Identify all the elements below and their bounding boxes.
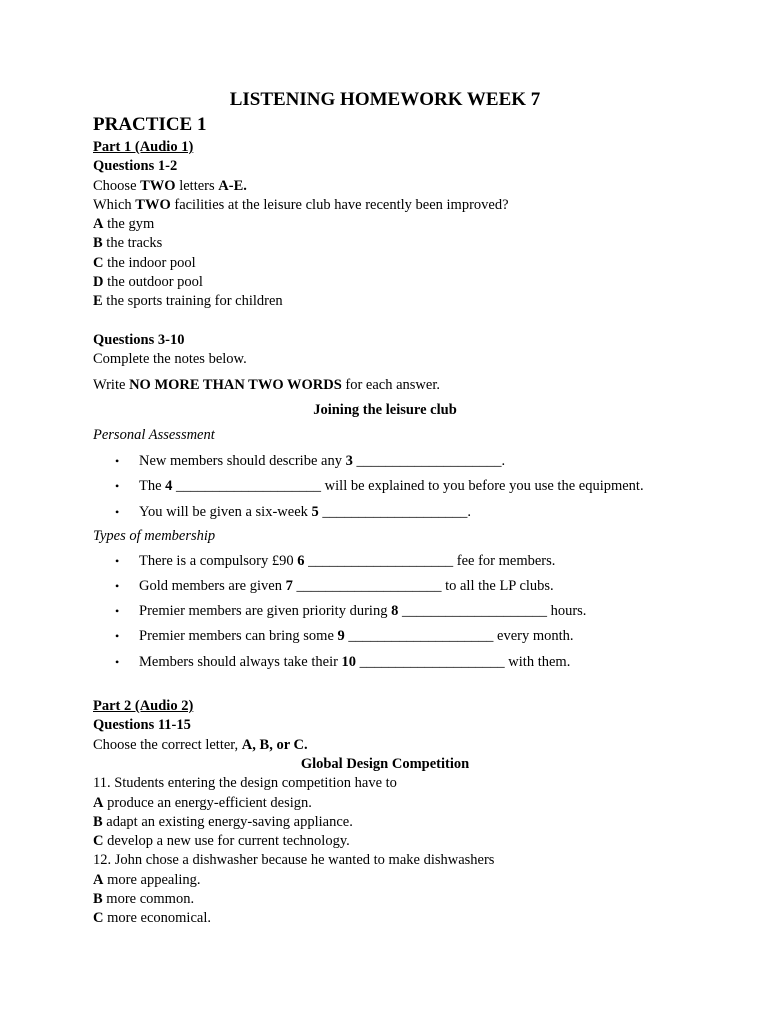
note-item-4: The 4 ____________________ will be explained to you before you use the equipment. — [139, 478, 644, 494]
answer-blank-9: ____________________ — [348, 628, 494, 644]
part1-heading: Part 1 (Audio 1) — [93, 139, 194, 155]
question-12-option-a: A more appealing. — [93, 872, 201, 888]
questions-11-15-heading: Questions 11-15 — [93, 717, 191, 733]
answer-blank-4: ____________________ — [176, 478, 322, 494]
document-title: LISTENING HOMEWORK WEEK 7 — [229, 89, 541, 110]
option-b: B the tracks — [93, 235, 163, 251]
bullet-icon: • — [115, 554, 120, 568]
option-e: E the sports training for children — [93, 293, 283, 309]
question-12: 12. John chose a dishwasher because he wanted to make dishwashers — [93, 852, 495, 868]
questions-1-2-heading: Questions 1-2 — [93, 158, 178, 174]
bullet-icon: • — [115, 629, 120, 643]
practice-heading: PRACTICE 1 — [93, 114, 207, 135]
question-12-option-b: B more common. — [93, 891, 195, 907]
answer-blank-5: ____________________ — [322, 504, 468, 520]
note-item-7: Gold members are given 7 ____________________ to all the LP clubs. — [139, 578, 554, 594]
note-item-5: You will be given a six-week 5 ____________________. — [139, 504, 472, 520]
option-c: C the indoor pool — [93, 255, 196, 271]
note-item-10: Members should always take their 10 ____________________ with them. — [139, 654, 571, 670]
bullet-icon: • — [115, 479, 120, 493]
section-personal-assessment: Personal Assessment — [93, 427, 215, 443]
option-a: A the gym — [93, 216, 155, 232]
questions-1-2-instruction: Choose TWO letters A-E. — [93, 178, 247, 194]
question-11-option-a: A produce an energy-efficient design. — [93, 795, 312, 811]
notes-title: Joining the leisure club — [313, 402, 457, 418]
note-item-9: Premier members can bring some 9 ____________________ every month. — [139, 628, 574, 644]
questions-1-2-question: Which TWO facilities at the leisure club have recently been improved? — [93, 197, 509, 213]
bullet-icon: • — [115, 579, 120, 593]
question-11: 11. Students entering the design competition have to — [93, 775, 397, 791]
answer-blank-7: ____________________ — [296, 578, 442, 594]
bullet-icon: • — [115, 454, 120, 468]
questions-3-10-heading: Questions 3-10 — [93, 332, 185, 348]
section-title-global-design: Global Design Competition — [300, 756, 470, 772]
option-d: D the outdoor pool — [93, 274, 203, 290]
section-types-of-membership: Types of membership — [93, 528, 216, 544]
question-11-option-c: C develop a new use for current technology. — [93, 833, 350, 849]
answer-blank-8: ____________________ — [401, 603, 547, 619]
part2-heading: Part 2 (Audio 2) — [93, 698, 194, 714]
question-12-option-c: C more economical. — [93, 910, 211, 926]
bullet-icon: • — [115, 655, 120, 669]
note-item-6: There is a compulsory £90 6 ____________________ fee for members. — [139, 553, 556, 569]
question-11-option-b: B adapt an existing energy-saving appliance. — [93, 814, 353, 830]
note-item-8: Premier members are given priority during 8 ____________________ hours. — [139, 603, 587, 619]
bullet-icon: • — [115, 604, 120, 618]
questions-11-15-instruction: Choose the correct letter, A, B, or C. — [93, 737, 308, 753]
word-limit-instruction: Write NO MORE THAN TWO WORDS for each answer. — [93, 377, 440, 393]
bullet-icon: • — [115, 505, 120, 519]
answer-blank-10: ____________________ — [359, 654, 505, 670]
answer-blank-3: ____________________ — [356, 453, 502, 469]
questions-3-10-instruction: Complete the notes below. — [93, 351, 247, 367]
answer-blank-6: ____________________ — [308, 553, 454, 569]
note-item-3: New members should describe any 3 ____________________. — [139, 453, 506, 469]
